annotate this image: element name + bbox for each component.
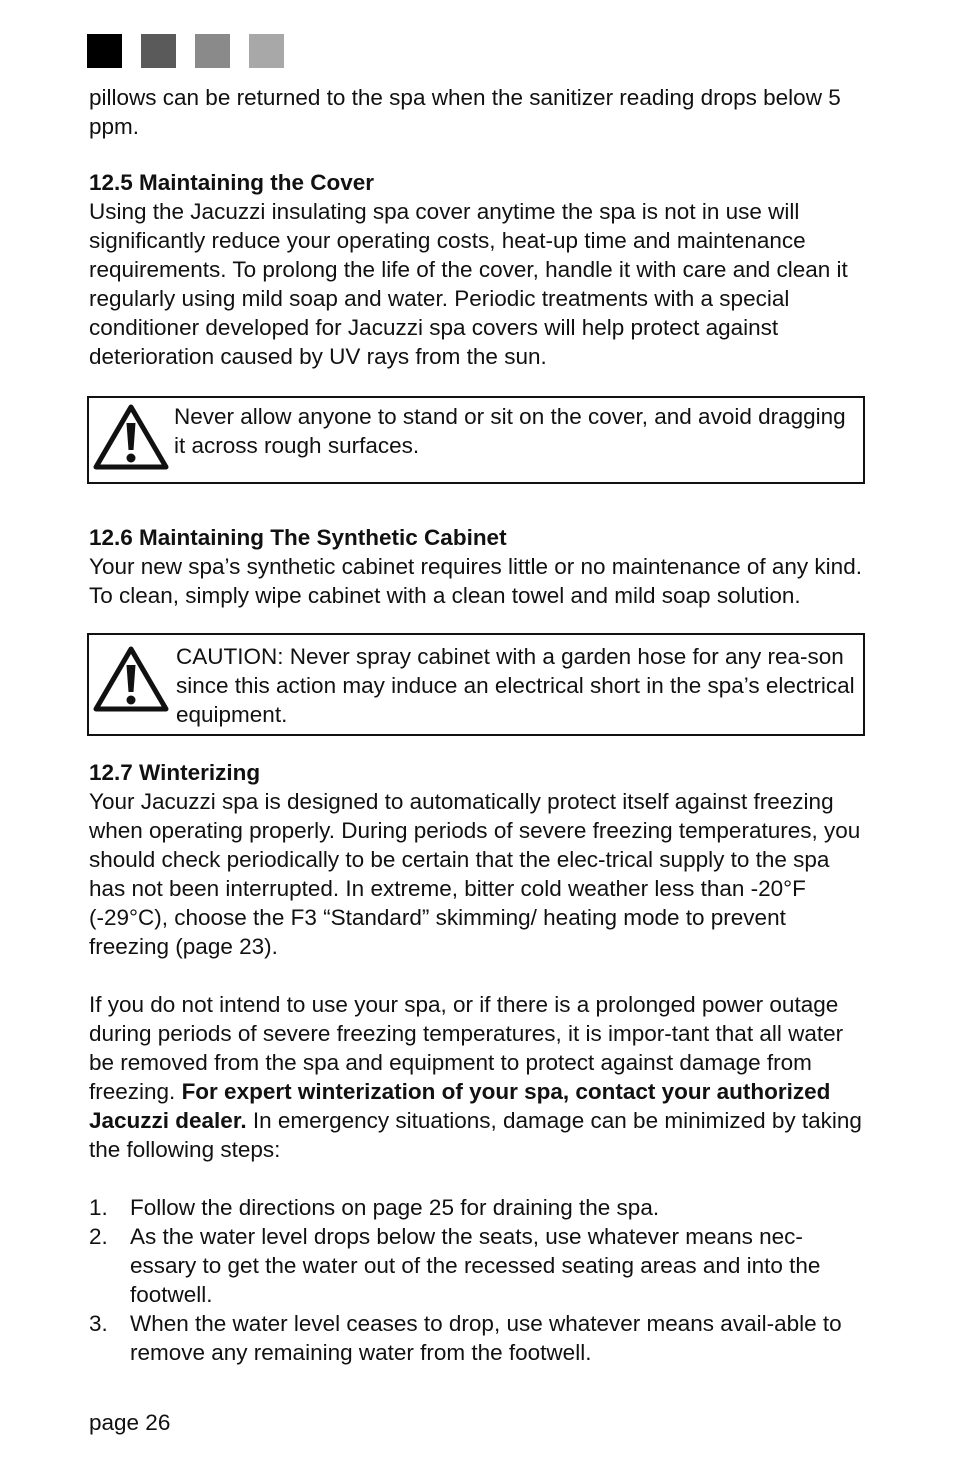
section-12-7-body-2 (89, 990, 869, 1164)
cabinet-caution-text: CAUTION: Never spray cabinet with a garden hose for any rea-son since this action may induce an electrical short in the spa’s electrical equipment. (176, 644, 855, 727)
winterizing-steps (89, 1193, 869, 1367)
section-12-5-body: Using the Jacuzzi insulating spa cover anytime the spa is not in use will significantly reduce your operating costs, heat-up time and maintenance requirements. To prolong the life of the cover, handle it with care and clean it regularly using mild soap and water. Periodic treatments with a special conditioner developed for Jacuzzi spa covers will help protect against deterioration caused by UV rays from the sun. (89, 199, 848, 369)
warning-triangle-icon (93, 403, 169, 471)
step-number: 2. (89, 1224, 108, 1249)
list-item (89, 1193, 869, 1222)
step-number: 3. (89, 1311, 108, 1336)
cover-warning-text: Never allow anyone to stand or sit on the cover, and avoid dragging it across rough surfaces. (174, 404, 846, 458)
cabinet-caution-box (87, 633, 865, 736)
section-12-7-body-1: Your Jacuzzi spa is designed to automatically protect itself against freezing when operating properly. During periods of severe freezing temperatures, you should check periodically to be certain that the elec-trical supply to the spa has not been interrupted. In extreme, bitter cold weather less than -20°F (-29°C), choose the F3 “Standard” skimming/ heating mode to prevent freezing (page 23). (89, 789, 861, 959)
step-text: As the water level drops below the seats, use whatever means nec-essary to get the water out of the recessed seating areas and into the footwell. (130, 1224, 821, 1307)
header-squares (87, 34, 284, 68)
section-12-6-body: Your new spa’s synthetic cabinet requires little or no maintenance of any kind. To clean, simply wipe cabinet with a clean towel and mild soap solution. (89, 554, 862, 608)
page-content (89, 83, 869, 1367)
list-item (89, 1222, 869, 1309)
step-text: Follow the directions on page 25 for draining the spa. (130, 1195, 660, 1220)
warning-triangle-icon (93, 645, 169, 713)
section-12-5-heading: 12.5 Maintaining the Cover (89, 170, 375, 195)
page-number: page 26 (89, 1410, 171, 1435)
section-12-6-heading: 12.6 Maintaining The Synthetic Cabinet (89, 525, 507, 550)
intro-paragraph: pillows can be returned to the spa when the sanitizer reading drops below 5 ppm. (89, 85, 841, 139)
dealer-notice: For expert winterization of your spa, contact your authorized Jacuzzi dealer. (89, 1079, 831, 1133)
step-number: 1. (89, 1195, 108, 1220)
header-square-3 (195, 34, 230, 68)
step-text: When the water level ceases to drop, use whatever means avail-able to remove any remaining water from the footwell. (130, 1311, 842, 1365)
body-2-start: If you do not intend to use your spa, or if there is a prolonged power outage during periods of severe freezing temperatures, it is impor-tant that all water be removed from the spa and equipment to protect against damage from freezing. (89, 992, 844, 1104)
list-item (89, 1309, 869, 1367)
header-square-2 (141, 34, 176, 68)
cover-warning-box (87, 396, 865, 484)
header-square-1 (87, 34, 122, 68)
section-12-7-heading: 12.7 Winterizing (89, 760, 261, 785)
header-square-4 (249, 34, 284, 68)
body-2-end: In emergency situations, damage can be minimized by taking the following steps: (89, 1108, 862, 1162)
